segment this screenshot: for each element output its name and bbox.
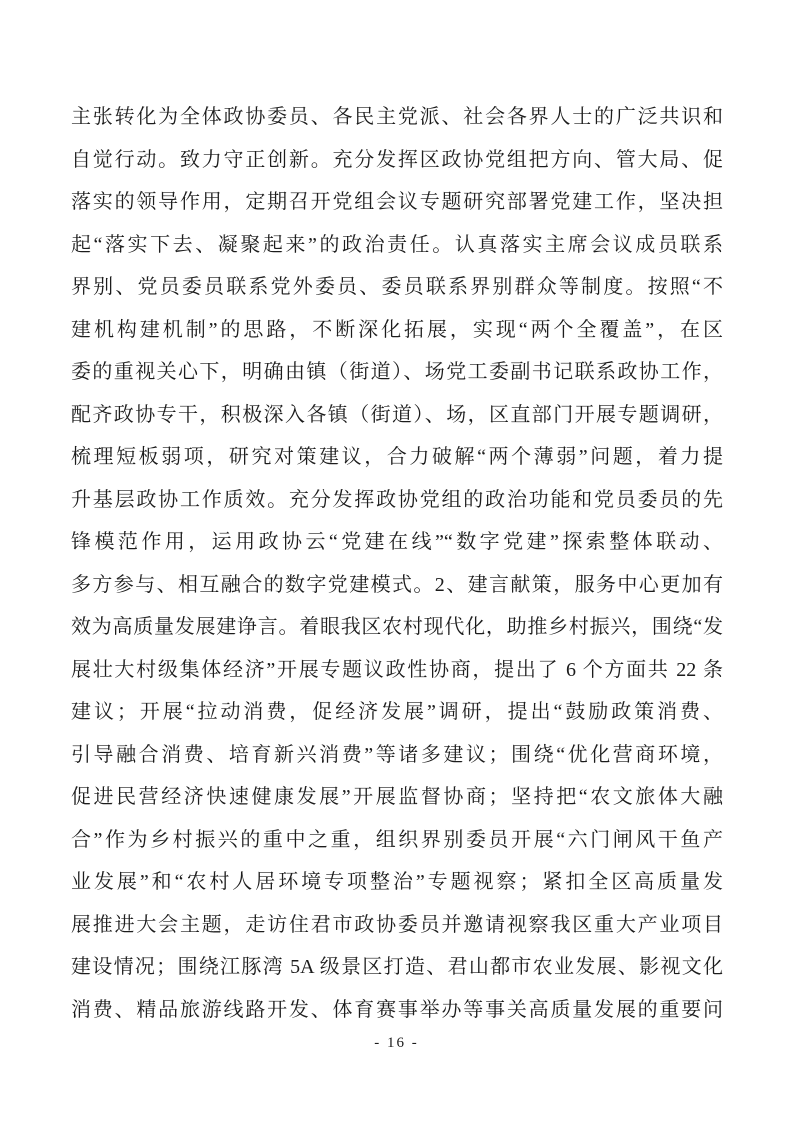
text-line: 展壮大村级集体经济”开展专题议政性协商，提出了 6 个方面共 22 条: [71, 658, 723, 681]
text-line: 业发展”和“农村人居环境专项整治”专题视察；紧扣全区高质量发: [71, 871, 723, 893]
text-line: 梳理短板弱项，研究对策建议，合力破解“两个薄弱”问题，着力提: [71, 446, 723, 468]
text-line: 多方参与、相互融合的数字党建模式。2、建言献策，服务中心更加有: [71, 573, 723, 596]
page-footer: [0, 1034, 793, 1052]
text-line: 配齐政协专干，积极深入各镇（街道）、场，区直部门开展专题调研，: [71, 403, 723, 426]
text-line: 升基层政协工作质效。充分发挥政协党组的政治功能和党员委员的先: [71, 488, 723, 511]
text-line: 合”作为乡村振兴的重中之重，组织界别委员开展“六门闸风干鱼产: [71, 828, 723, 851]
text-line: 引导融合消费、培育新兴消费”等诸多建议；围绕“优化营商环境，: [71, 743, 723, 766]
text-line: 主张转化为全体政协委员、各民主党派、社会各界人士的广泛共识和: [71, 106, 723, 128]
text-line: 界别、党员委员联系党外委员、委员联系界别群众等制度。按照“不: [71, 276, 723, 298]
text-line: 促进民营经济快速健康发展”开展监督协商；坚持把“农文旅体大融: [71, 786, 723, 808]
text-line: 锋模范作用，运用政协云“党建在线”“数字党建”探索整体联动、: [71, 531, 723, 553]
text-line: 建设情况；围绕江豚湾 5A 级景区打造、君山都市农业发展、影视文化: [71, 956, 723, 978]
text-line: 委的重视关心下，明确由镇（街道）、场党工委副书记联系政协工作，: [71, 361, 723, 383]
body-text: [71, 96, 723, 1031]
text-line: 建议；开展“拉动消费，促经济发展”调研，提出“鼓励政策消费、: [71, 701, 723, 723]
text-line: 展推进大会主题，走访住君市政协委员并邀请视察我区重大产业项目: [71, 913, 723, 936]
text-line: 自觉行动。致力守正创新。充分发挥区政协党组把方向、管大局、促: [71, 148, 723, 171]
text-line: 落实的领导作用，定期召开党组会议专题研究部署党建工作，坚决担: [71, 191, 723, 213]
text-line: 起“落实下去、凝聚起来”的政治责任。认真落实主席会议成员联系: [71, 233, 723, 256]
text-line: 消费、精品旅游线路开发、体育赛事举办等事关高质量发展的重要问: [71, 998, 723, 1021]
text-line: 效为高质量发展建诤言。着眼我区农村现代化，助推乡村振兴，围绕“发: [71, 616, 723, 638]
text-line: 建机构建机制”的思路，不断深化拓展，实现“两个全覆盖”，在区: [71, 318, 723, 341]
page-number: - 16 -: [374, 1035, 419, 1051]
